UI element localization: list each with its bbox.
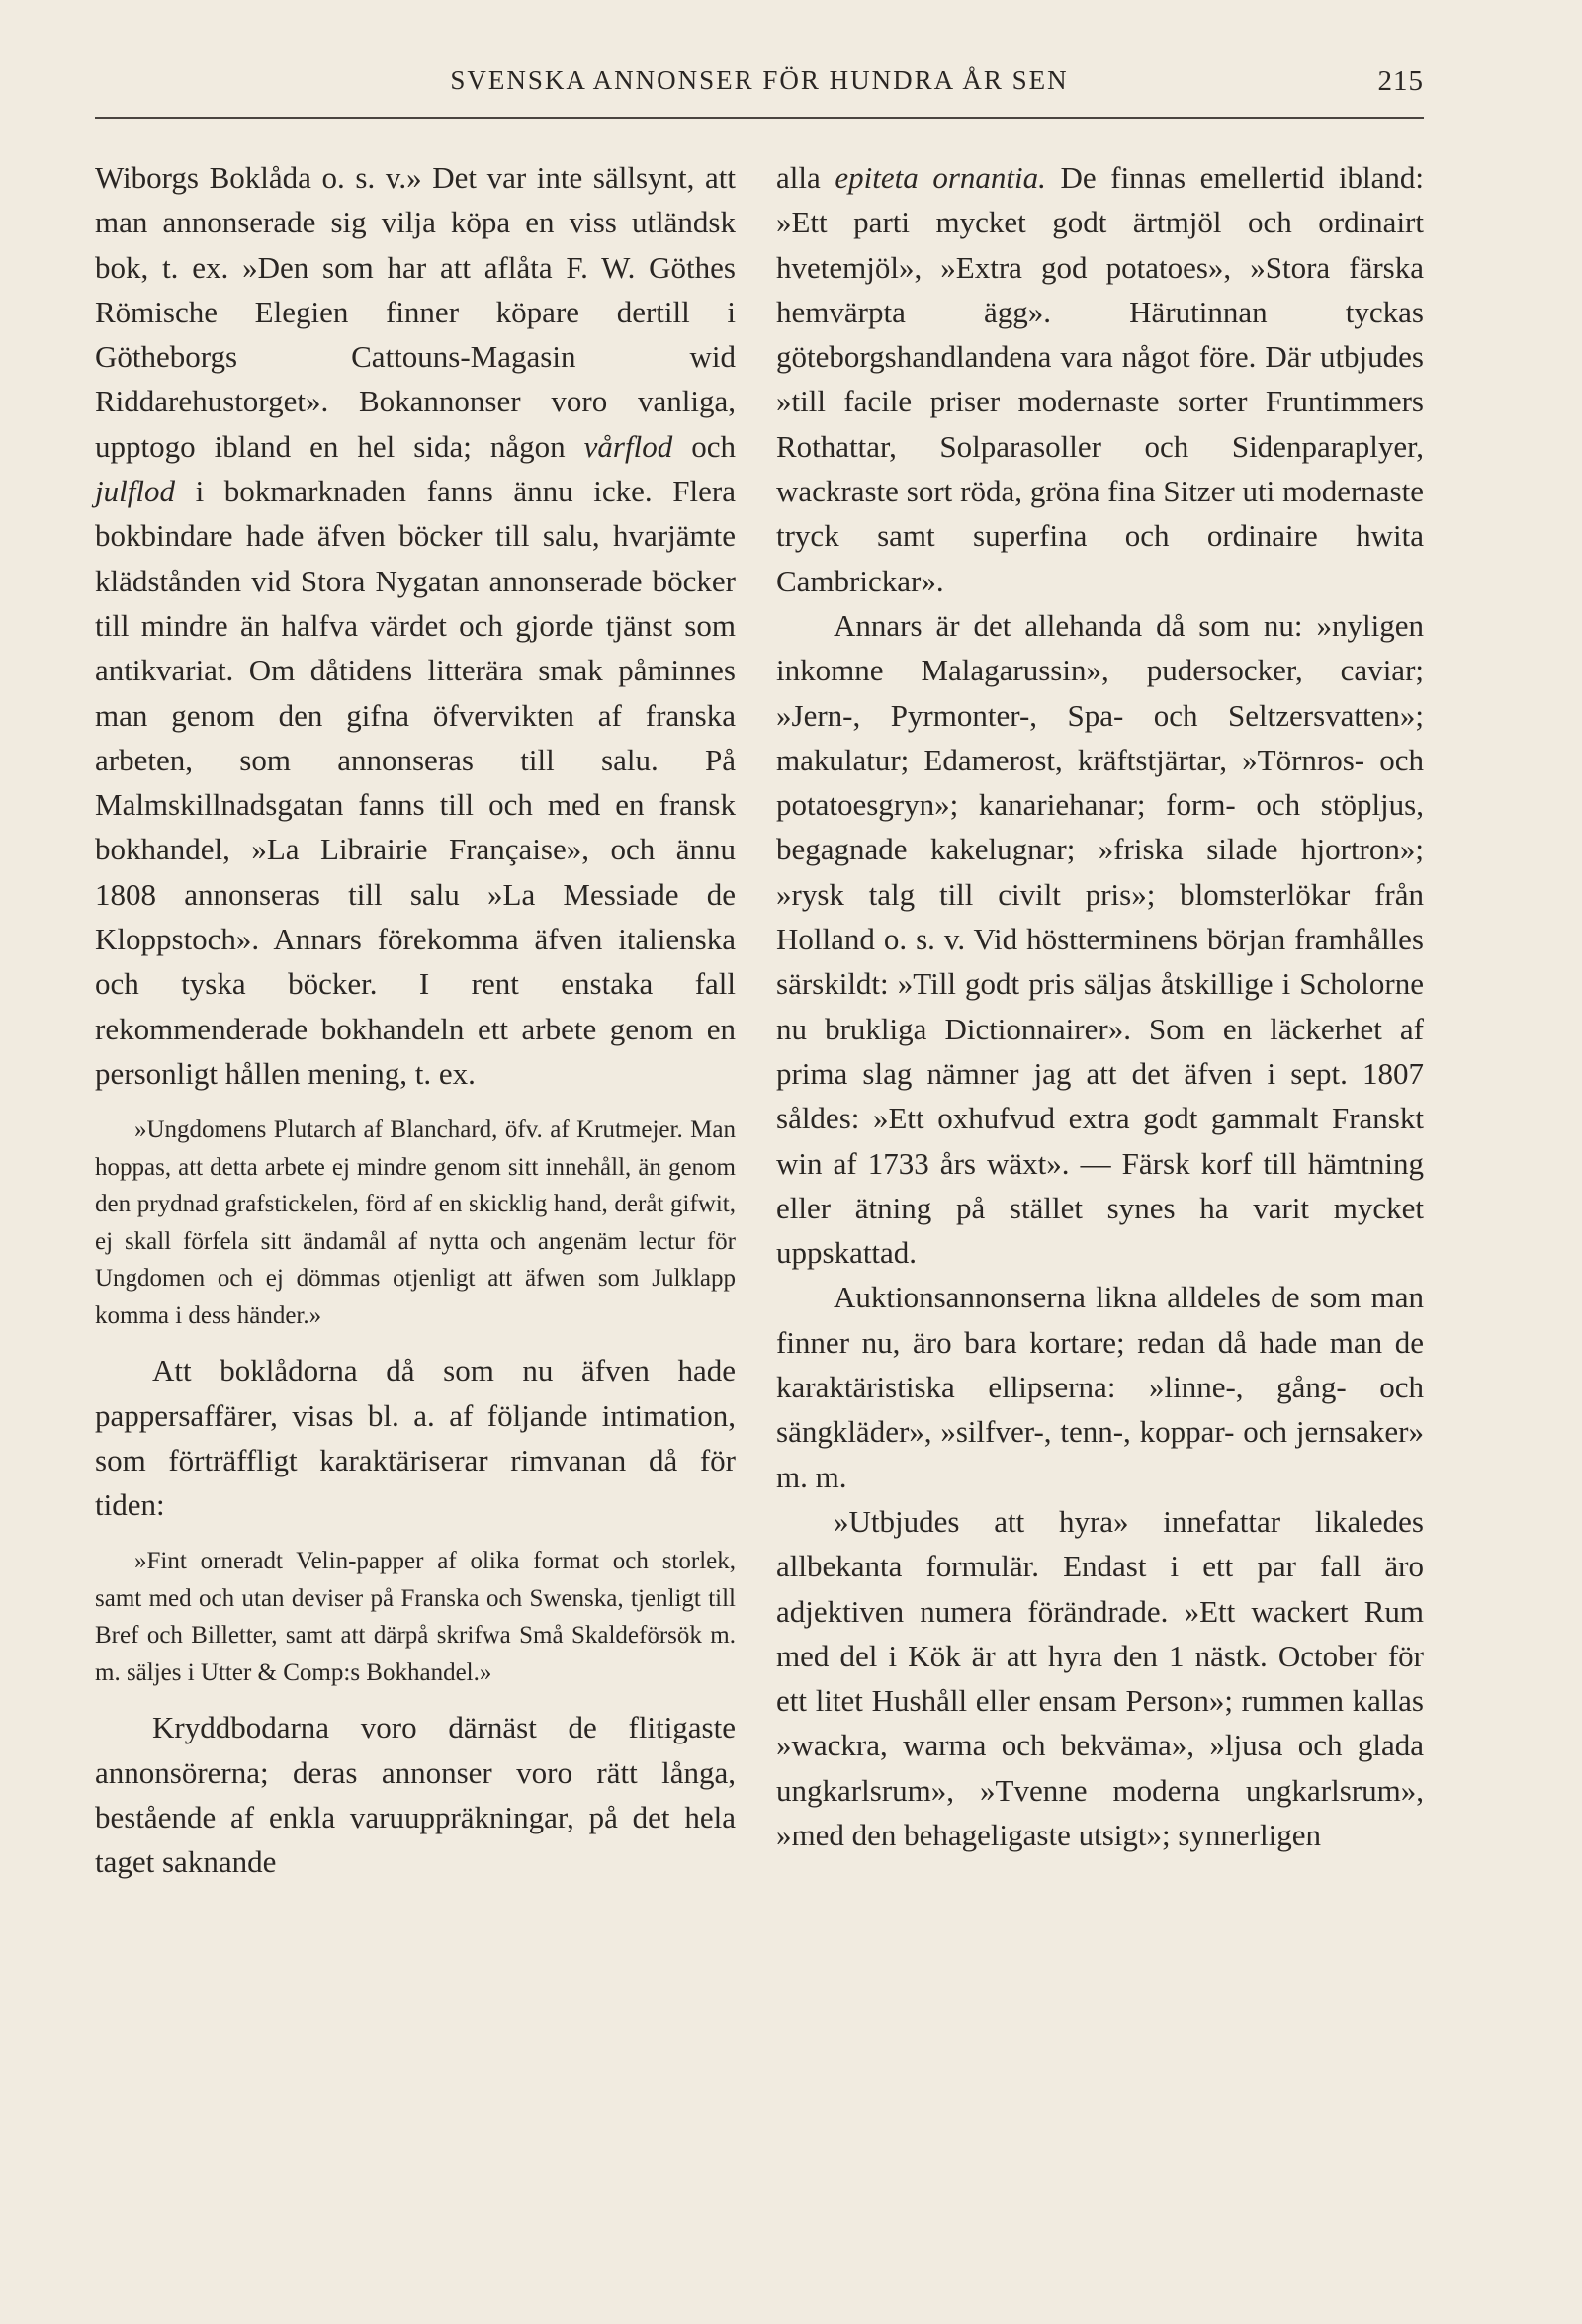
left-paragraph-3: Kryddbodarna voro därnäst de flitigaste annonsörerna; deras annonser voro rätt långa, bestående af enkla varuuppräkningar, på det hela taget saknande xyxy=(95,1710,736,1880)
left-p1-text-b: och xyxy=(672,428,737,464)
left-paragraph-2: Att boklådorna då som nu äfven hade pappersaffärer, visas bl. a. af följande intimation, som förträffligt karaktäriserar rimvanan då för tiden: xyxy=(95,1353,736,1523)
quote-velin-papper: »Fint orneradt Velin-papper af olika format och storlek, samt med och utan deviser på Franska och Swenska, tjenligt till Bref och Billetter, samt att därpå skrifwa Små Skaldeförsök m. m. säljes i Utter & Comp:s Bokhandel.» xyxy=(95,1548,736,1686)
right-column xyxy=(776,155,1424,1857)
right-paragraph-1 xyxy=(776,155,1424,603)
right-p1-italic: epiteta ornantia. xyxy=(835,160,1046,195)
quote-ungdomens-plutarch: »Ungdomens Plutarch af Blanchard, öfv. af Krutmejer. Man hoppas, att detta arbete ej mindre genom sitt innehåll, än genom den prydnad grafstickelen, förd af en skicklig hand, deråt gifwit, ej skall förfela sitt ändamål af nytta och angenäm lectur för Ungdomen och ej dömmas otjenligt att äfwen som Julklapp komma i dess händer.» xyxy=(95,1117,736,1329)
page-number: 215 xyxy=(1377,65,1424,97)
left-p1-italic-2: julflod xyxy=(95,474,175,509)
left-p1-text-c: i bokmarknaden fanns ännu icke. Flera bokbindare hade äfven böcker till salu, hvarjämte klädstånden vid Stora Nygatan annonserade böcker till mindre än halfva värdet och gjorde tjänst som antikvariat. Om dåtidens litterära smak påminnes man genom den gifna öfvervikten af franska arbeten, som annonseras till salu. På Malmskillnadsgatan fanns till och med en fransk bokhandel, »La Librairie Française», och ännu 1808 annonseras till salu »La Messiade de Kloppstoch». Annars förekomma äfven italienska och tyska böcker. I rent enstaka fall rekommenderade bokhandeln ett arbete genom en personligt hållen mening, t. ex. xyxy=(95,474,736,1091)
running-title: SVENSKA ANNONSER FÖR HUNDRA ÅR SEN xyxy=(450,65,1069,95)
left-paragraph-1 xyxy=(95,155,736,1096)
left-p1-text-a: Wiborgs Boklåda o. s. v.» Det var inte sällsynt, att man annonserade sig vilja köpa en viss utländsk bok, t. ex. »Den som har att aflåta F. W. Göthes Römische Elegien finner köpare dertill i Götheborgs Cattouns-Magasin wid Riddarehustorget». Bokannonser voro vanliga, upptogo ibland en hel sida; någon xyxy=(95,160,736,464)
left-column xyxy=(95,155,736,1885)
right-paragraph-4: »Utbjudes att hyra» innefattar likaledes allbekanta formulär. Endast i ett par fall äro adjektiven numera förändrade. »Ett wackert Rum med del i Kök är att hyra den 1 nästk. October för ett litet Hushåll eller ensam Person»; rummen kallas »wackra, warma och bekväma», »ljusa och glada ungkarlsrum», »Tvenne moderna ungkarlsrum», »med den behageligaste utsigt»; synnerligen xyxy=(776,1503,1424,1852)
right-p1-text-b: De finnas emellertid ibland: »Ett parti mycket godt ärtmjöl och ordinairt hvetemjöl», »Extra god potatoes», »Stora färska hemvärpta ägg». Härutinnan tyckas göteborgshandlandena vara något före. Där utbjudes »till facile priser modernaste sorter Fruntimmers Rothattar, Solparasoller och Sidenparaplyer, wackraste sort röda, gröna fina Sitzer uti modernaste tryck samt superfina och ordinaire hwita Cambrickar». xyxy=(776,160,1424,598)
right-p1-text-a: alla xyxy=(776,160,835,195)
page-header xyxy=(95,65,1424,119)
right-paragraph-2: Annars är det allehanda då som nu: »nyligen inkomne Malagarussin», pudersocker, caviar; »Jern-, Pyrmonter-, Spa- och Seltzersvatten»; makulatur; Edamerost, kräftstjärtar, »Törnros- och potatoesgryn»; kanariehanar; form- och stöpljus, begagnade kakelugnar; »friska silade hjortron»; »rysk talg till civilt pris»; blomsterlökar från Holland o. s. v. Vid höstterminens början framhålles särskildt: »Till godt pris säljas åtskillige i Scholorne nu brukliga Dictionnairer». Som en läckerhet af prima slag nämner jag att det äfven i sept. 1807 såldes: »Ett oxhufvud extra godt gammalt Franskt win af 1733 års wäxt». — Färsk korf till hämtning eller ätning på stället synes ha varit mycket uppskattad. xyxy=(776,607,1424,1271)
right-paragraph-3: Auktionsannonserna likna alldeles de som man finner nu, äro bara kortare; redan då hade man de karaktäristiska ellipserna: »linne-, gång- och sängkläder», »silfver-, tenn-, koppar- och jernsaker» m. m. xyxy=(776,1280,1424,1494)
left-p1-italic-1: vårflod xyxy=(583,428,673,464)
